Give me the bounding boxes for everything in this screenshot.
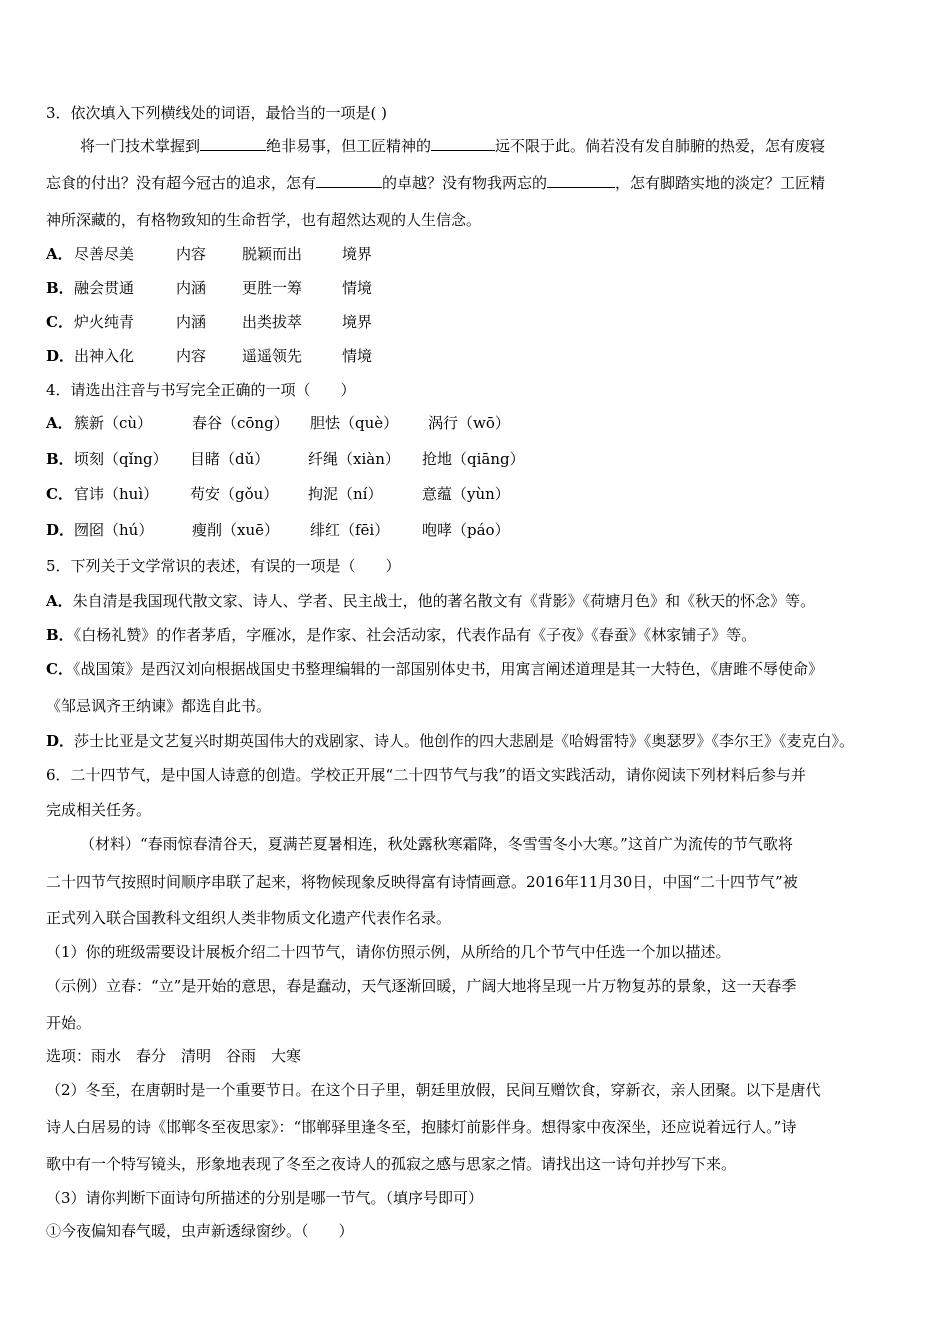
q3-passage-line-2: 忘食的付出？没有超今冠古的追求，怎有 的卓越？没有物我两忘的 ，怎有脚踏实地的淡定？工匠精: [46, 174, 826, 192]
option-word: 内容: [176, 245, 207, 263]
option-word: 簇新（cù）: [74, 414, 153, 432]
option-word: 脱颖而出: [242, 245, 303, 263]
option-word: 更胜一筹: [242, 279, 303, 297]
option-word: 瘦削（xuē）: [192, 521, 279, 539]
option-word: 春谷（cōng）: [192, 414, 289, 432]
option-word: 苟安（gǒu）: [190, 485, 279, 503]
q6-task-2-line-3: 歌中有一个特写镜头，形象地表现了冬至之夜诗人的孤寂之感与思家之情。请找出这一诗句并抄写下来。: [46, 1155, 737, 1173]
q6-stem-line-2: 完成相关任务。: [46, 801, 152, 819]
q6-task-2-line-1: （2）冬至，在唐朝时是一个重要节日。在这个日子里，朝廷里放假，民间互赠饮食，穿新衣，亲人团聚。以下是唐代: [46, 1081, 821, 1099]
option-word: 情境: [342, 279, 373, 297]
option-word: 尽善尽美: [74, 245, 135, 263]
option-word: 纤绳（xiàn）: [308, 450, 400, 468]
q6-material-line-1: （材料）“春雨惊春清谷天，夏满芒夏暑相连，秋处露秋寒霜降，冬雪雪冬小大寒。”这首广为流传的节气歌将: [80, 835, 793, 853]
option-word: 绯红（fēi）: [310, 521, 390, 539]
q6-task-1: （1）你的班级需要设计展板介绍二十四节气，请你仿照示例，从所给的几个节气中任选一个加以描述。: [46, 943, 731, 961]
option-word: 抢地（qiāng）: [422, 450, 525, 468]
option-word: 境界: [342, 245, 373, 263]
q6-choices: 选项：雨水 春分 清明 谷雨 大寒: [46, 1047, 302, 1065]
q6-task-3-item-1: ①今夜偏知春气暖，虫声新透绿窗纱。（ ）: [46, 1222, 354, 1240]
q6-example-line-2: 开始。: [46, 1014, 92, 1032]
option-label: A．: [46, 414, 73, 432]
option-label: C．: [46, 485, 73, 503]
option-word: 胆怯（què）: [310, 414, 399, 432]
option-word: 咆哮（páo）: [422, 521, 510, 539]
q4-stem: 4．请选出注音与书写完全正确的一项（ ）: [46, 381, 356, 399]
option-word: 出类拔萃: [242, 313, 303, 331]
option-word: 意蕴（yùn）: [422, 485, 510, 503]
q6-stem-line-1: 6．二十四节气，是中国人诗意的创造。学校正开展“二十四节气与我”的语文实践活动，请你阅读下列材料后参与并: [46, 766, 806, 784]
option-word: 境界: [342, 313, 373, 331]
option-label: B．: [46, 279, 74, 297]
option-word: 拘泥（ní）: [308, 485, 383, 503]
q6-task-3: （3）请你判断下面诗句所描述的分别是哪一节气。（填序号即可）: [46, 1189, 484, 1207]
option-label: D．: [46, 521, 75, 539]
option-word: 囫囵（hú）: [74, 521, 154, 539]
q3-passage-line-1: 将一门技术掌握到 绝非易事，但工匠精神的 远不限于此。倘若没有发自肺腑的热爱，怎有废寝: [80, 137, 826, 155]
q5-stem: 5．下列关于文学常识的表述，有误的一项是（ ）: [46, 557, 401, 575]
blank-1: [200, 136, 266, 151]
q6-task-2-line-2: 诗人白居易的诗《邯郸冬至夜思家》：“邯郸驿里逢冬至，抱膝灯前影伴身。想得家中夜深坐，还应说着远行人。”诗: [46, 1118, 797, 1136]
option-label: D．: [46, 347, 75, 365]
q6-material-line-2: 二十四节气按照时间顺序串联了起来，将物候现象反映得富有诗情画意。2016年11月30日，中国“二十四节气”被: [46, 873, 798, 891]
option-label: A．: [46, 245, 73, 263]
option-label: B．: [46, 450, 74, 468]
q5-option-c: C．《战国策》是西汉刘向根据战国史书整理编辑的一部国别体史书，用寓言阐述道理是其一大特色，《唐雎不辱使命》: [46, 660, 823, 678]
blank-4: [547, 173, 615, 188]
q3-stem: 3．依次填入下列横线处的词语，最恰当的一项是( ): [46, 104, 388, 122]
q6-example-line-1: （示例）立春：“立”是开始的意思，春是蠢动，天气逐渐回暖，广阔大地将呈现一片万物复苏的景象，这一天春季: [46, 977, 797, 995]
q5-option-b: B．《白杨礼赞》的作者茅盾，字雁冰，是作家、社会活动家，代表作品有《子夜》《春蚕》《林家铺子》等。: [46, 626, 757, 644]
option-word: 融会贯通: [74, 279, 135, 297]
blank-3: [316, 173, 382, 188]
option-word: 遥遥领先: [242, 347, 303, 365]
option-word: 目睹（dǔ）: [190, 450, 270, 468]
option-word: 情境: [342, 347, 373, 365]
option-label: C．: [46, 313, 73, 331]
option-word: 内涵: [176, 279, 207, 297]
option-word: 炉火纯青: [74, 313, 135, 331]
q3-passage-line-3: 神所深藏的，有格物致知的生命哲学，也有超然达观的人生信念。: [46, 211, 482, 229]
option-word: 顷刻（qǐng）: [74, 450, 168, 468]
q6-material-line-3: 正式列入联合国教科文组织人类非物质文化遗产代表作名录。: [46, 909, 452, 927]
q5-option-d: D．莎士比亚是文艺复兴时期英国伟大的戏剧家、诗人。他创作的四大悲剧是《哈姆雷特》《奥瑟罗》《李尔王》《麦克白》。: [46, 732, 855, 750]
option-word: 内涵: [176, 313, 207, 331]
option-word: 官讳（huì）: [74, 485, 159, 503]
option-word: 涡行（wō）: [428, 414, 510, 432]
blank-2: [431, 136, 495, 151]
option-word: 出神入化: [74, 347, 135, 365]
q5-option-a: A．朱自清是我国现代散文家、诗人、学者、民主战士，他的著名散文有《背影》《荷塘月色》和《秋天的怀念》等。: [46, 592, 816, 610]
q5-option-c-cont: 《邹忌讽齐王纳谏》都选自此书。: [46, 697, 272, 715]
option-word: 内容: [176, 347, 207, 365]
